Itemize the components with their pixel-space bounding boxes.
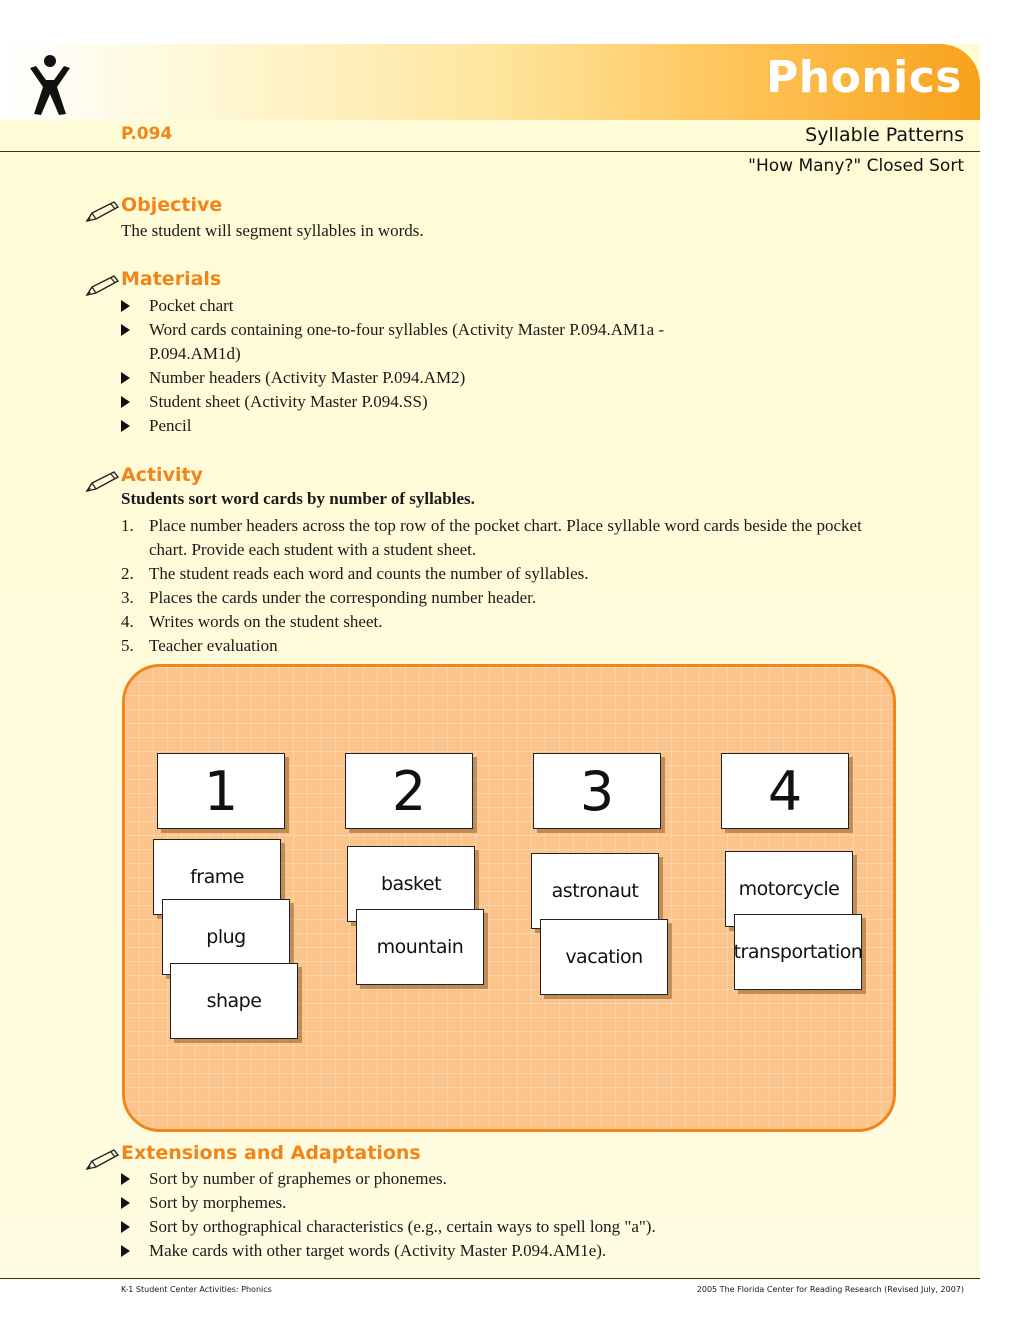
list-item: Pocket chart <box>121 294 681 318</box>
extensions-list <box>121 1167 901 1263</box>
activity-subtitle: "How Many?" Closed Sort <box>748 156 964 176</box>
list-item: 5. Teacher evaluation <box>121 636 278 655</box>
materials-heading: Materials <box>121 268 222 290</box>
list-item: 3. Places the cards under the corresponding number header. <box>121 588 537 607</box>
activity-code: P.094 <box>121 124 173 144</box>
word-card: motorcycle <box>725 851 853 927</box>
activity-lead: Students sort word cards by number of syllables. <box>121 489 475 508</box>
list-item: Number headers (Activity Master P.094.AM2) <box>121 366 681 390</box>
list-item: Pencil <box>121 414 681 438</box>
bullet-triangle-icon <box>121 300 130 312</box>
bullet-triangle-icon <box>121 420 130 432</box>
word-card: shape <box>170 963 298 1039</box>
number-header-card: 2 <box>345 753 473 829</box>
pocket-chart-illustration <box>122 664 896 1132</box>
activity-steps <box>121 514 901 658</box>
activity-heading: Activity <box>121 464 203 486</box>
bullet-triangle-icon <box>121 324 130 336</box>
word-card: transportation <box>734 914 862 990</box>
bullet-triangle-icon <box>121 1197 130 1209</box>
list-item: 2. The student reads each word and counts the number of syllables. <box>121 564 589 583</box>
list-item: Student sheet (Activity Master P.094.SS) <box>121 390 681 414</box>
bullet-triangle-icon <box>121 1173 130 1185</box>
pencil-icon <box>84 199 120 225</box>
word-card: plug <box>162 899 290 975</box>
word-card: mountain <box>356 909 484 985</box>
bullet-triangle-icon <box>121 1245 130 1257</box>
extensions-heading: Extensions and Adaptations <box>121 1142 421 1164</box>
bullet-triangle-icon <box>121 372 130 384</box>
footer-rule <box>0 1278 980 1279</box>
header-banner <box>0 44 980 120</box>
objective-text: The student will segment syllables in words. <box>121 221 424 240</box>
list-item: Sort by morphemes. <box>121 1191 901 1215</box>
pencil-icon <box>84 273 120 299</box>
list-item: Sort by orthographical characteristics (e.g., certain ways to spell long "a"). <box>121 1215 901 1239</box>
footer-right: 2005 The Florida Center for Reading Research (Revised July, 2007) <box>696 1285 964 1294</box>
list-item: 4. Writes words on the student sheet. <box>121 612 383 631</box>
materials-list <box>121 294 681 438</box>
list-item: Sort by number of graphemes or phonemes. <box>121 1167 901 1191</box>
pencil-icon <box>84 1147 120 1173</box>
number-header-card: 3 <box>533 753 661 829</box>
word-card: vacation <box>540 919 668 995</box>
person-icon <box>26 54 74 116</box>
number-header-card: 4 <box>721 753 849 829</box>
word-card: basket <box>347 846 475 922</box>
banner-title: Phonics <box>766 52 962 103</box>
word-card: astronaut <box>531 853 659 929</box>
number-header-card: 1 <box>157 753 285 829</box>
objective-heading: Objective <box>121 194 223 216</box>
list-item: 1. Place number headers across the top row of the pocket chart. Place syllable word cards beside the pocket chart. Provide each student with a student sheet. <box>121 516 862 559</box>
pencil-icon <box>84 469 120 495</box>
header-rule <box>0 151 980 152</box>
list-item: Word cards containing one-to-four syllables (Activity Master P.094.AM1a - P.094.AM1d) <box>121 318 681 366</box>
word-card: frame <box>153 839 281 915</box>
bullet-triangle-icon <box>121 1221 130 1233</box>
bullet-triangle-icon <box>121 396 130 408</box>
topic-title: Syllable Patterns <box>805 124 964 146</box>
list-item: Make cards with other target words (Activity Master P.094.AM1e). <box>121 1239 901 1263</box>
footer-left: K-1 Student Center Activities: Phonics <box>121 1285 272 1294</box>
